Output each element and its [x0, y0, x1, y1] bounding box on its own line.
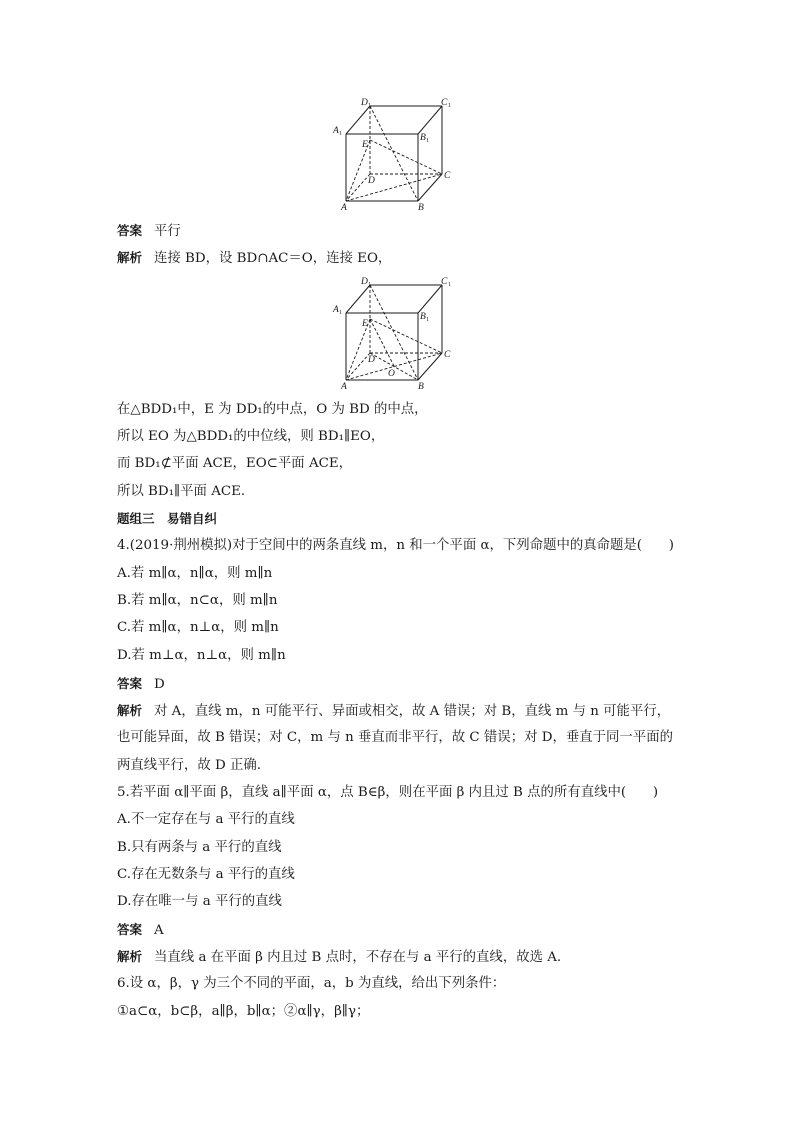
vertex-label: D: [361, 98, 368, 108]
vertex-label: 1: [339, 131, 342, 137]
cube-figure-1: [330, 96, 460, 212]
vertex-label: B: [418, 203, 424, 212]
answer-label: 答案: [117, 223, 143, 238]
vertex-label: 1: [426, 317, 429, 323]
vertex-label: C: [444, 350, 451, 360]
answer-label: 答案: [117, 676, 143, 691]
vertex-label: E: [362, 140, 368, 150]
vertex-label: O: [388, 369, 395, 379]
question-5-stem: 5.若平面 α∥平面 β，直线 a∥平面 α，点 B∈β，则在平面 β 内且过 B 点的所有直线中( ): [117, 785, 659, 800]
vertex-label: C: [444, 171, 451, 181]
question-6-stem: 6.设 α，β，γ 为三个不同的平面，a，b 为直线，给出下列条件：: [117, 976, 506, 991]
option-d: D.若 m⊥α，n⊥α，则 m∥n: [117, 648, 286, 663]
cube-figure-2: [330, 273, 460, 391]
option-b: B.只有两条与 a 平行的直线: [117, 840, 282, 855]
answer-value: D: [154, 677, 165, 692]
answer-5: [117, 922, 164, 939]
answer-value: 平行: [154, 224, 181, 239]
analysis-1: [117, 250, 391, 267]
vertex-label: B: [420, 312, 426, 322]
option-a: A.若 m∥α，n∥α，则 m∥n: [117, 566, 273, 581]
cube-diagram: [330, 273, 460, 391]
analysis-text: 当直线 a 在平面 β 内且过 B 点时，不存在与 a 平行的直线，故选 A.: [154, 950, 562, 965]
answer-1: [117, 223, 181, 240]
analysis-4-line: 两直线平行，故 D 正确.: [117, 758, 262, 773]
question-6-conditions: ①a⊂α，b⊂β，a∥β，b∥α；②α∥γ，β∥γ；: [117, 1004, 370, 1019]
option-b: B.若 m∥α，n⊂α，则 m∥n: [117, 593, 278, 608]
section-title: 题组三 易错自纠: [117, 511, 218, 526]
vertex-label: A: [333, 126, 339, 136]
option-d: D.存在唯一与 a 平行的直线: [117, 894, 282, 909]
vertex-label: D: [368, 355, 375, 365]
question-4-stem: 4.(2019·荆州模拟)对于空间中的两条直线 m，n 和一个平面 α，下列命题中的真命题是( ): [117, 538, 675, 553]
option-c: C.存在无数条与 a 平行的直线: [117, 867, 295, 882]
vertex-label: A: [333, 305, 339, 315]
vertex-label: 1: [448, 282, 451, 288]
vertex-label: 1: [368, 103, 371, 109]
analysis-text: 对 A，直线 m，n 可能平行、异面或相交，故 A 错误；对 B，直线 m 与 n 可能平行，: [154, 704, 671, 719]
vertex-label: E: [362, 319, 368, 329]
analysis-5: [117, 949, 561, 966]
vertex-label: C: [441, 98, 448, 108]
vertex-label: B: [418, 382, 424, 391]
proof-line: 所以 BD₁∥平面 ACE.: [117, 484, 246, 499]
answer-4: [117, 676, 165, 693]
answer-label: 答案: [117, 922, 143, 937]
option-c: C.若 m∥α，n⊥α，则 m∥n: [117, 620, 279, 635]
vertex-label: A: [341, 382, 347, 391]
proof-line: 而 BD₁⊄平面 ACE，EO⊂平面 ACE，: [117, 456, 353, 471]
proof-line: 所以 EO 为△BDD₁的中位线，则 BD₁∥EO，: [117, 429, 385, 444]
vertex-label: C: [441, 277, 448, 287]
analysis-label: 解析: [117, 703, 143, 718]
vertex-label: D: [361, 277, 368, 287]
cube-diagram: [330, 96, 460, 212]
vertex-label: 1: [339, 310, 342, 316]
analysis-4: [117, 703, 670, 720]
option-a: A.不一定存在与 a 平行的直线: [117, 812, 295, 827]
analysis-4-line: 也可能异面，故 B 错误；对 C，m 与 n 垂直而非平行，故 C 错误；对 D，垂直于同一平面的: [117, 730, 673, 745]
analysis-label: 解析: [117, 250, 143, 265]
vertex-label: 1: [368, 282, 371, 288]
vertex-label: A: [341, 203, 347, 212]
vertex-label: 1: [448, 103, 451, 109]
analysis-text: 连接 BD，设 BD∩AC＝O，连接 EO，: [154, 251, 392, 266]
answer-value: A: [154, 923, 164, 938]
vertex-label: D: [368, 176, 375, 186]
proof-line: 在△BDD₁中，E 为 DD₁的中点，O 为 BD 的中点，: [117, 402, 428, 417]
vertex-label: 1: [426, 138, 429, 144]
analysis-label: 解析: [117, 949, 143, 964]
vertex-label: B: [420, 133, 426, 143]
